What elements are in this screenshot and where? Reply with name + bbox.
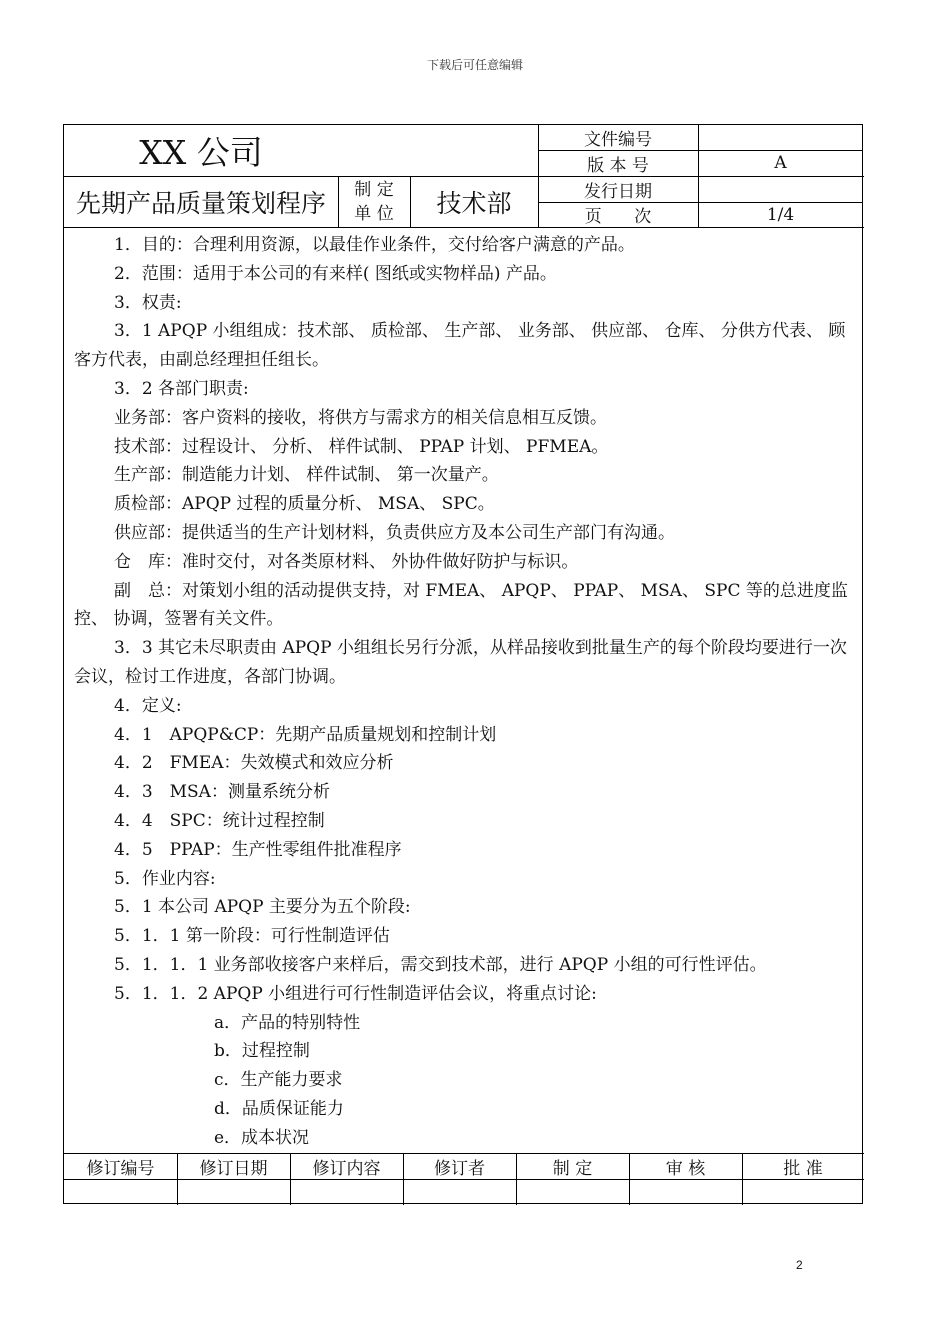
body-paragraph: 5．1 本公司 APQP 主要分为五个阶段: [114, 897, 411, 918]
sub-item: d．品质保证能力 [214, 1098, 344, 1119]
body-paragraph: 5．1．1．1 业务部收接客户来样后，需交到技术部，进行 APQP 小组的可行性评估。 [114, 954, 767, 975]
body-paragraph: 5．作业内容: [114, 868, 216, 889]
body-paragraph: 4．4 SPC：统计过程控制 [114, 810, 325, 831]
body-paragraph: 质检部：APQP 过程的质量分析、 MSA、 SPC。 [114, 494, 495, 515]
procedure-body [74, 231, 856, 1153]
body-paragraph: 3．3 其它未尽职责由 APQP 小组组长另行分派，从样品接收到批量生产的每个阶段均要进行一次会议，检讨工作进度，各部门协调。 [74, 638, 847, 687]
made-by-label-line-2: 单 位 [354, 203, 394, 224]
document-frame [63, 124, 863, 1204]
revision-header: 制 定 [552, 1158, 593, 1179]
page-number: 2 [796, 1258, 803, 1272]
revision-header: 修订内容 [312, 1158, 381, 1179]
version-value: A [774, 153, 787, 173]
body-paragraph: 仓 库：准时交付，对各类原材料、 外协件做好防护与标识。 [114, 551, 579, 572]
body-paragraph: 4．定义: [114, 695, 182, 716]
body-paragraph: 技术部：过程设计、 分析、 样件试制、 PPAP 计划、 PFMEA。 [114, 436, 609, 457]
sub-item: c．生产能力要求 [214, 1070, 343, 1091]
issue-date-label: 发行日期 [584, 181, 652, 202]
sub-item: e．成本状况 [214, 1127, 310, 1148]
body-paragraph: 4．3 MSA：测量系统分析 [114, 782, 330, 803]
body-paragraph: 3．1 APQP 小组组成：技术部、 质检部、 生产部、 业务部、 供应部、 仓库、 分供方代表、 顾客方代表，由副总经理担任组长。 [74, 321, 846, 371]
page-label: 页 次 [584, 207, 652, 227]
body-paragraph: 4．1 APQP&CP：先期产品质量规划和控制计划 [114, 724, 497, 745]
body-paragraph: 2．范围：适用于本公司的有来样( 图纸或实物样品) 产品。 [114, 263, 557, 284]
document-title: 先期产品质量策划程序 [75, 188, 326, 218]
body-paragraph: 5．1．1 第一阶段：可行性制造评估 [114, 926, 390, 947]
version-label: 版 本 号 [587, 155, 649, 176]
body-paragraph: 5．1．1．2 APQP 小组进行可行性制造评估会议，将重点讨论: [114, 983, 597, 1004]
body-paragraph: 4．2 FMEA：失效模式和效应分析 [114, 753, 394, 774]
revision-header: 审 核 [665, 1158, 706, 1179]
company-name: XX 公司 [139, 133, 263, 172]
sub-item: a．产品的特别特性 [214, 1012, 361, 1033]
body-paragraph: 业务部：客户资料的接收，将供方与需求方的相关信息相互反馈。 [114, 407, 607, 428]
revision-header: 修订日期 [199, 1158, 268, 1179]
revision-header: 批 准 [783, 1158, 823, 1179]
doc-number-value [698, 125, 863, 150]
sub-item: b．过程控制 [214, 1041, 310, 1062]
body-paragraph: 生产部：制造能力计划、 样件试制、 第一次量产。 [114, 465, 499, 486]
body-paragraph: 3．2 各部门职责: [114, 378, 249, 399]
revision-header: 修订编号 [86, 1158, 155, 1179]
grid-line [64, 1179, 864, 1180]
body-paragraph: 副 总：对策划小组的活动提供支持，对 FMEA、 APQP、 PPAP、 MSA、 SPC 等的总进度监控、 协调，签署有关文件。 [74, 580, 848, 630]
page-value: 1/4 [766, 204, 795, 225]
body-paragraph: 1．目的：合理利用资源，以最佳作业条件，交付给客户满意的产品。 [114, 235, 635, 255]
body-paragraph: 3．权责: [114, 292, 182, 313]
made-by-label-line-1: 制 定 [354, 179, 394, 200]
revision-header: 修订者 [434, 1158, 485, 1179]
made-by-value: 技术部 [436, 188, 512, 218]
body-paragraph: 4．5 PPAP：生产性零组件批准程序 [114, 839, 402, 860]
top-note: 下载后可任意编辑 [426, 58, 523, 72]
issue-date-value [698, 176, 863, 202]
doc-number-label: 文件编号 [584, 130, 652, 150]
made-by-label [338, 176, 410, 227]
grid-line [64, 227, 864, 228]
body-paragraph: 供应部：提供适当的生产计划材料，负责供应方及本公司生产部门有沟通。 [114, 522, 675, 543]
